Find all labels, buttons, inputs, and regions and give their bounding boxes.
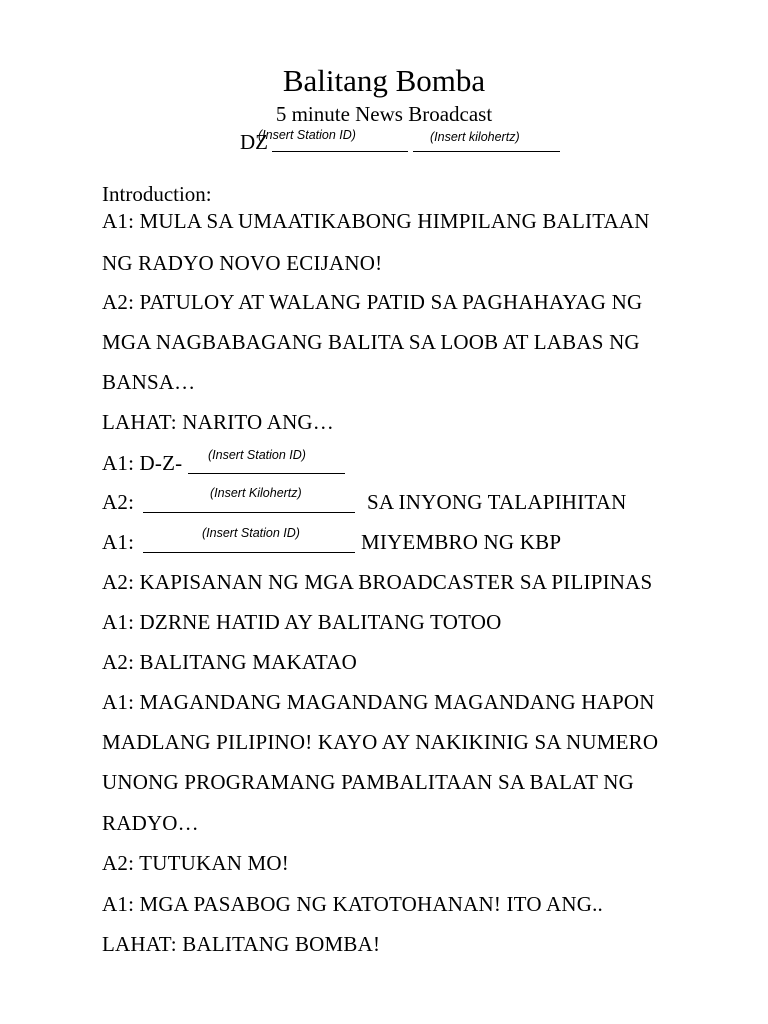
- station-id-blank: [272, 151, 408, 152]
- station-id-blank: [143, 552, 355, 553]
- script-line: A2: KAPISANAN NG MGA BROADCASTER SA PILIPINAS: [102, 570, 653, 594]
- script-line: LAHAT: NARITO ANG…: [102, 410, 334, 434]
- script-line: MADLANG PILIPINO! KAYO AY NAKIKINIG SA NUMERO: [102, 730, 659, 754]
- script-line: A1: MAGANDANG MAGANDANG MAGANDANG HAPON: [102, 690, 655, 714]
- introduction-label: Introduction:: [102, 182, 212, 206]
- script-line: A1: MGA PASABOG NG KATOTOHANAN! ITO ANG..: [102, 892, 603, 916]
- fill-line-prefix: A1:: [102, 530, 135, 554]
- fill-line-prefix: A1: D-Z-: [102, 451, 183, 475]
- script-line: A1: MULA SA UMAATIKABONG HIMPILANG BALITAAN: [102, 209, 650, 233]
- script-line: MGA NAGBABAGANG BALITA SA LOOB AT LABAS NG: [102, 330, 640, 354]
- kilohertz-note: (Insert Kilohertz): [210, 486, 302, 500]
- station-id-note: (Insert Station ID): [202, 526, 300, 540]
- script-line: A2: BALITANG MAKATAO: [102, 650, 357, 674]
- station-id-note: (Insert Station ID): [208, 448, 306, 462]
- document-title: Balitang Bomba: [282, 63, 486, 98]
- kilohertz-note: (Insert kilohertz): [430, 130, 520, 144]
- script-line: LAHAT: BALITANG BOMBA!: [102, 932, 381, 956]
- script-line: A2: TUTUKAN MO!: [102, 851, 289, 875]
- script-line: NG RADYO NOVO ECIJANO!: [102, 251, 383, 275]
- script-line: A2: PATULOY AT WALANG PATID SA PAGHAHAYAG NG: [102, 290, 643, 314]
- fill-line-suffix: MIYEMBRO NG KBP: [361, 530, 562, 554]
- kilohertz-blank: [143, 512, 355, 513]
- station-id-blank: [188, 473, 345, 474]
- document-subtitle: 5 minute News Broadcast: [275, 102, 493, 126]
- script-line: BANSA…: [102, 370, 196, 394]
- fill-line-suffix: SA INYONG TALAPIHITAN: [367, 490, 627, 514]
- script-line: A1: DZRNE HATID AY BALITANG TOTOO: [102, 610, 502, 634]
- script-line: UNONG PROGRAMANG PAMBALITAAN SA BALAT NG: [102, 770, 634, 794]
- dz-prefix: DZ: [240, 130, 268, 154]
- kilohertz-blank: [413, 151, 560, 152]
- station-id-note: (Insert Station ID): [258, 128, 356, 142]
- script-line: RADYO…: [102, 811, 199, 835]
- fill-line-prefix: A2:: [102, 490, 135, 514]
